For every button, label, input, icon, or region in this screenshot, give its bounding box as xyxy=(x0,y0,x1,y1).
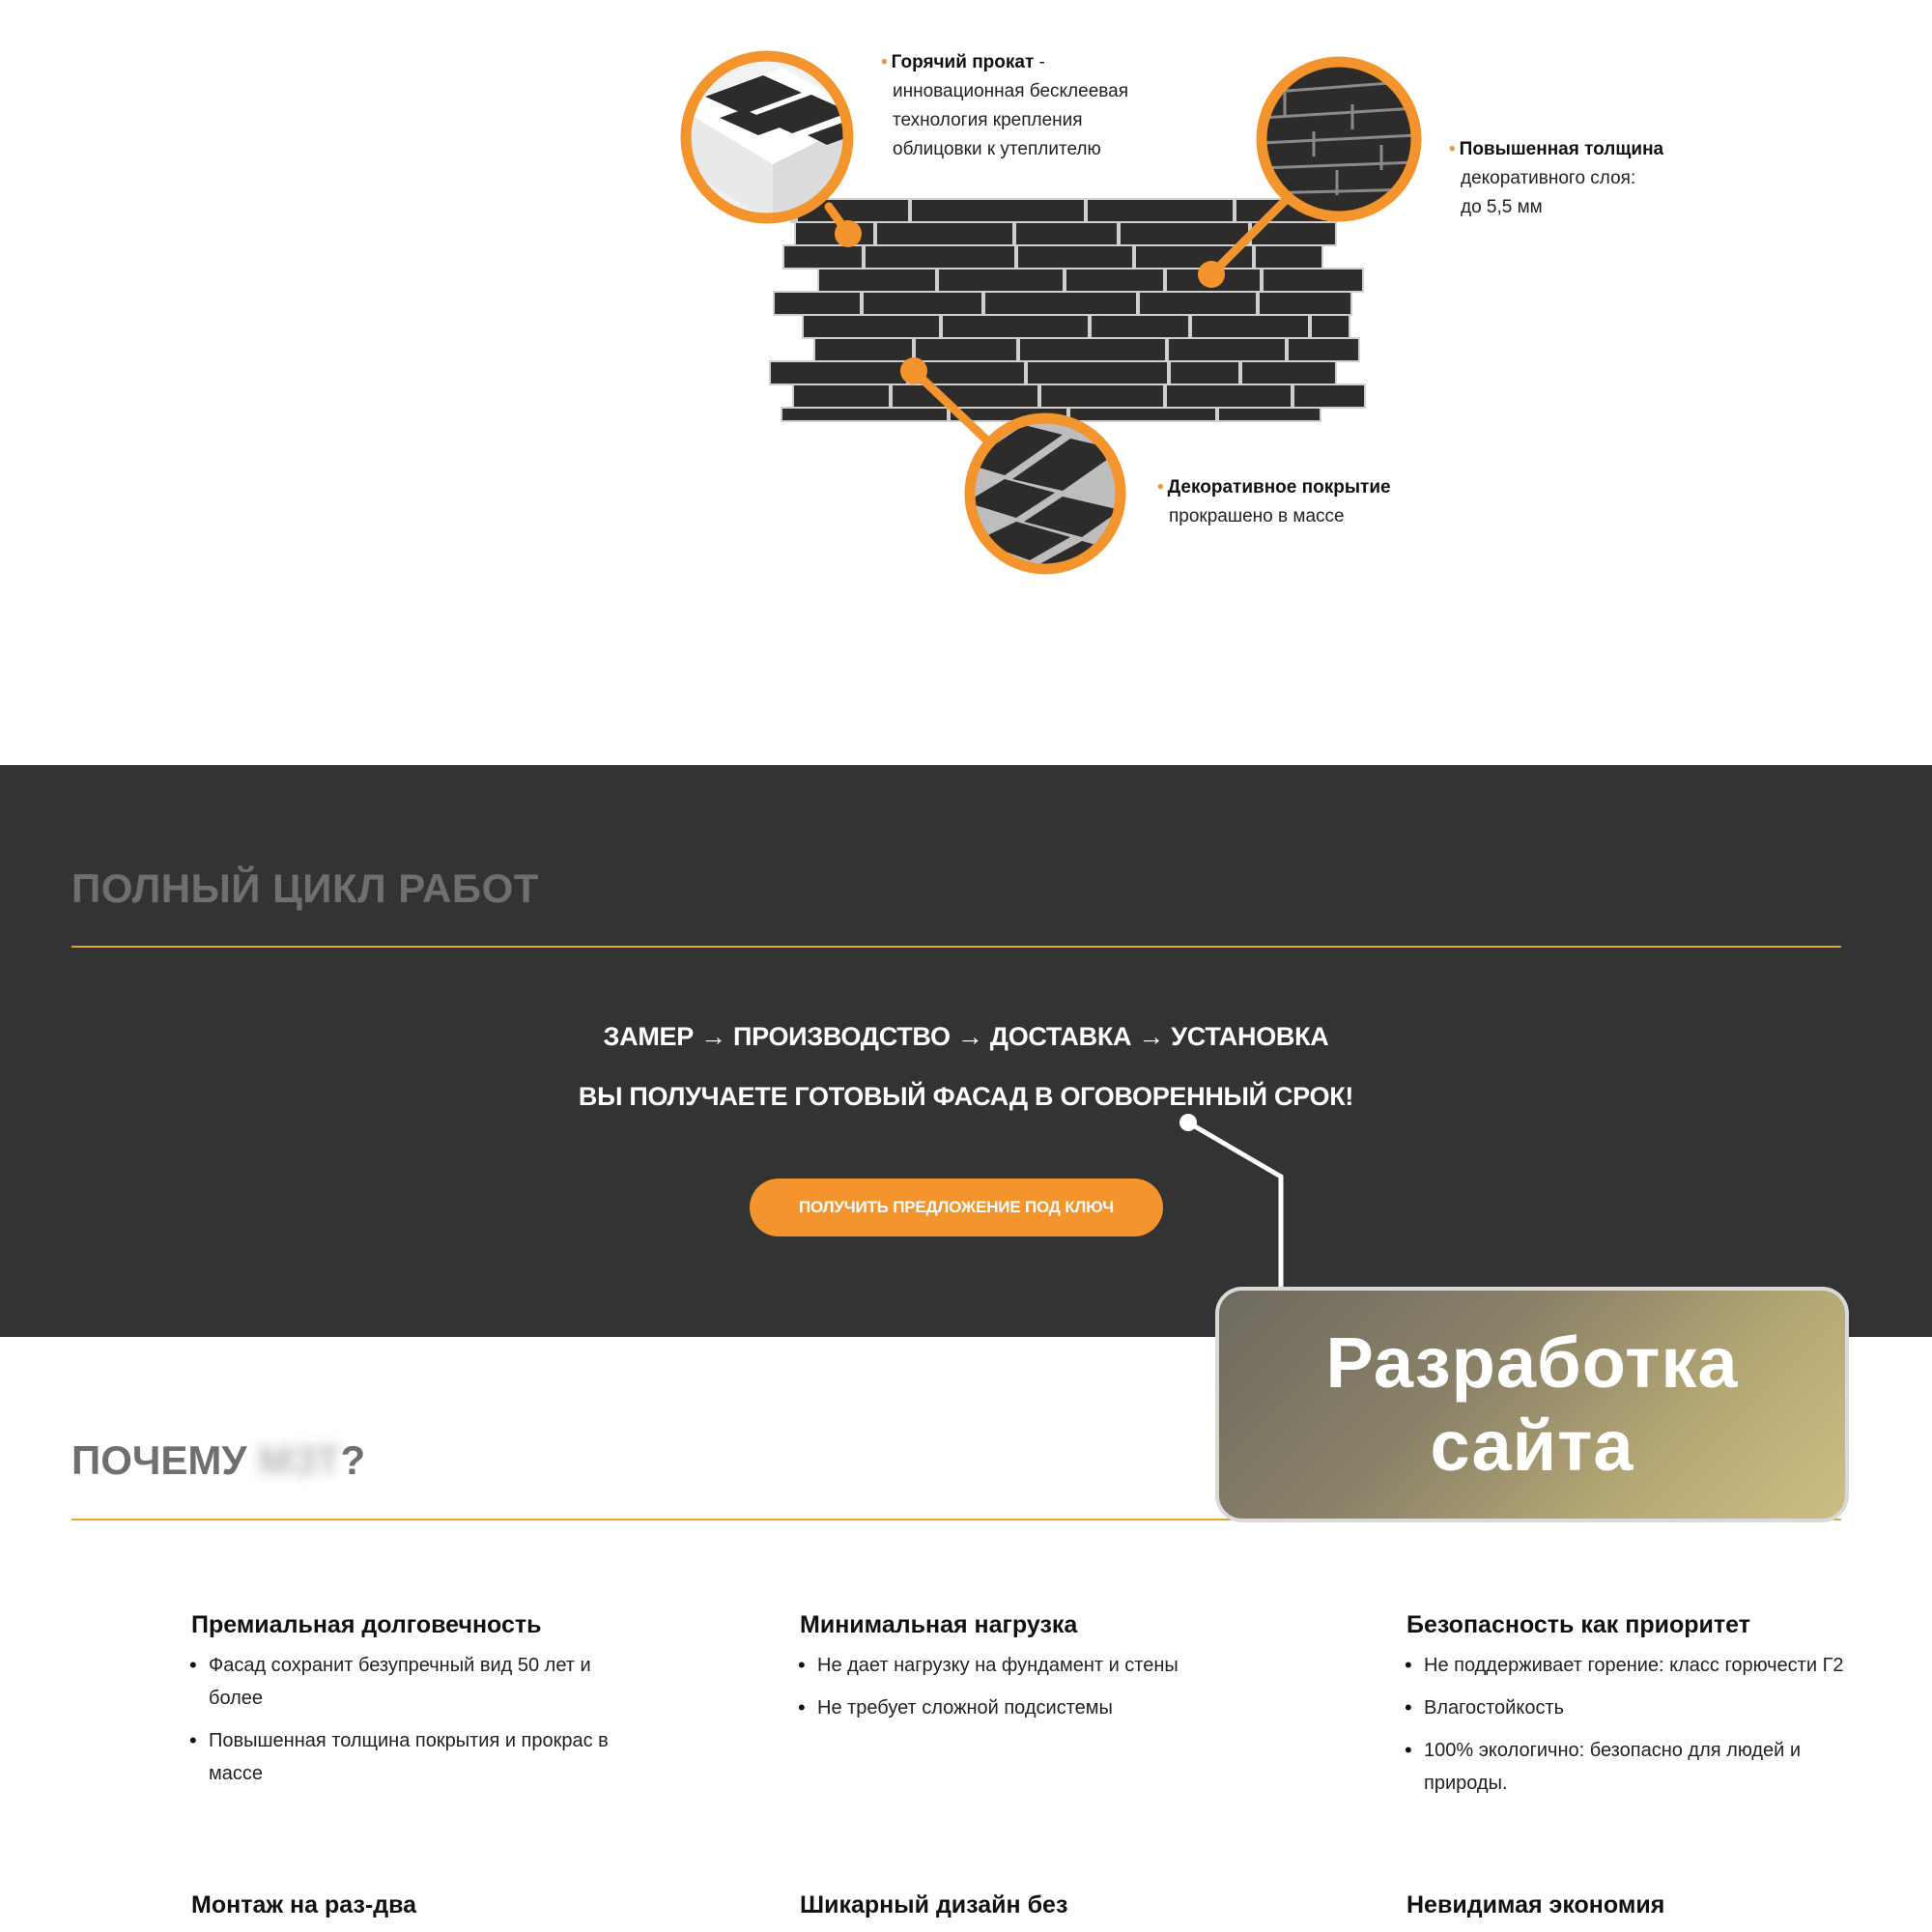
zoom-circle-hot-rolling xyxy=(676,56,869,222)
feature-item: • Не требует сложной подсистемы xyxy=(800,1691,1254,1724)
callout-hot-rolling-dash: - xyxy=(1034,52,1045,72)
why-title-brand-blurred: МЗТ xyxy=(258,1437,341,1483)
feature-title: Монтаж на раз-два xyxy=(191,1891,417,1918)
feature-title: Безопасность как приоритет xyxy=(1406,1611,1750,1638)
feature-item: • Не дает нагрузку на фундамент и стены xyxy=(800,1649,1254,1682)
callout-hot-rolling-head: Горячий прокат xyxy=(891,52,1035,72)
feature-savings xyxy=(1406,1891,1861,1929)
feature-title: Невидимая экономия xyxy=(1406,1891,1665,1918)
full-cycle-section xyxy=(0,765,1932,1337)
callout-coating-head: Декоративное покрытие xyxy=(1167,477,1391,497)
feature-item: • Не поддерживает горение: класс горючести Г2 xyxy=(1406,1649,1861,1682)
callout-coating: • Декоративное покрытие прокрашено в массе xyxy=(1157,473,1391,531)
zoom-circle-coating xyxy=(966,418,1130,580)
callout-hot-rolling-line-3: облицовки к утеплителю xyxy=(893,139,1101,159)
feature-item: • Влагостойкость xyxy=(1406,1691,1861,1724)
why-title-prefix: ПОЧЕМУ xyxy=(71,1437,259,1483)
process-steps: ЗАМЕР → ПРОИЗВОДСТВО → ДОСТАВКА → УСТАНОВКА xyxy=(603,1022,1329,1051)
badge-line-2: сайта xyxy=(1430,1406,1634,1486)
feature-item: • 100% экологично: безопасно для людей и природы. xyxy=(1406,1734,1861,1800)
feature-title: Премиальная долговечность xyxy=(191,1611,542,1638)
product-illustration-section xyxy=(0,0,1932,765)
why-title xyxy=(71,1437,365,1484)
feature-title: Минимальная нагрузка xyxy=(800,1611,1078,1638)
feature-low-load xyxy=(800,1611,1254,1734)
callout-thickness-line-1: декоративного слоя: xyxy=(1461,168,1636,188)
website-development-badge xyxy=(1215,1287,1849,1522)
feature-item: • Повышенная толщина покрытия и прокрас в массе xyxy=(191,1724,645,1790)
full-cycle-divider xyxy=(71,946,1841,948)
callout-thickness-line-2: до 5,5 мм xyxy=(1461,197,1543,217)
badge-line-1: Разработка xyxy=(1325,1322,1739,1403)
zoom-circle-thickness xyxy=(1262,62,1416,216)
callout-thickness: • Повышенная толщина декоративного слоя: до 5,5 мм xyxy=(1449,135,1663,222)
full-cycle-title: ПОЛНЫЙ ЦИКЛ РАБОТ xyxy=(71,866,539,911)
feature-design xyxy=(800,1891,1254,1929)
why-title-suffix: ? xyxy=(340,1437,366,1483)
callout-hot-rolling-line-2: технология крепления xyxy=(893,110,1083,130)
feature-installation xyxy=(191,1891,645,1929)
callout-hot-rolling: • Горячий прокат - инновационная бесклеевая технология крепления облицовки к утеплителю xyxy=(881,48,1128,164)
delivery-promise: ВЫ ПОЛУЧАЕТЕ ГОТОВЫЙ ФАСАД В ОГОВОРЕННЫЙ СРОК! xyxy=(578,1082,1354,1111)
callout-thickness-head: Повышенная толщина xyxy=(1459,139,1664,159)
get-turnkey-offer-button[interactable]: ПОЛУЧИТЬ ПРЕДЛОЖЕНИЕ ПОД КЛЮЧ xyxy=(750,1179,1163,1236)
feature-item: • Фасад сохранит безупречный вид 50 лет и более xyxy=(191,1649,645,1715)
feature-title: Шикарный дизайн без xyxy=(800,1891,1068,1918)
feature-safety xyxy=(1406,1611,1861,1809)
callout-hot-rolling-line-1: инновационная бесклеевая xyxy=(893,81,1129,101)
feature-durability xyxy=(191,1611,645,1800)
callout-coating-line-1: прокрашено в массе xyxy=(1169,506,1345,526)
